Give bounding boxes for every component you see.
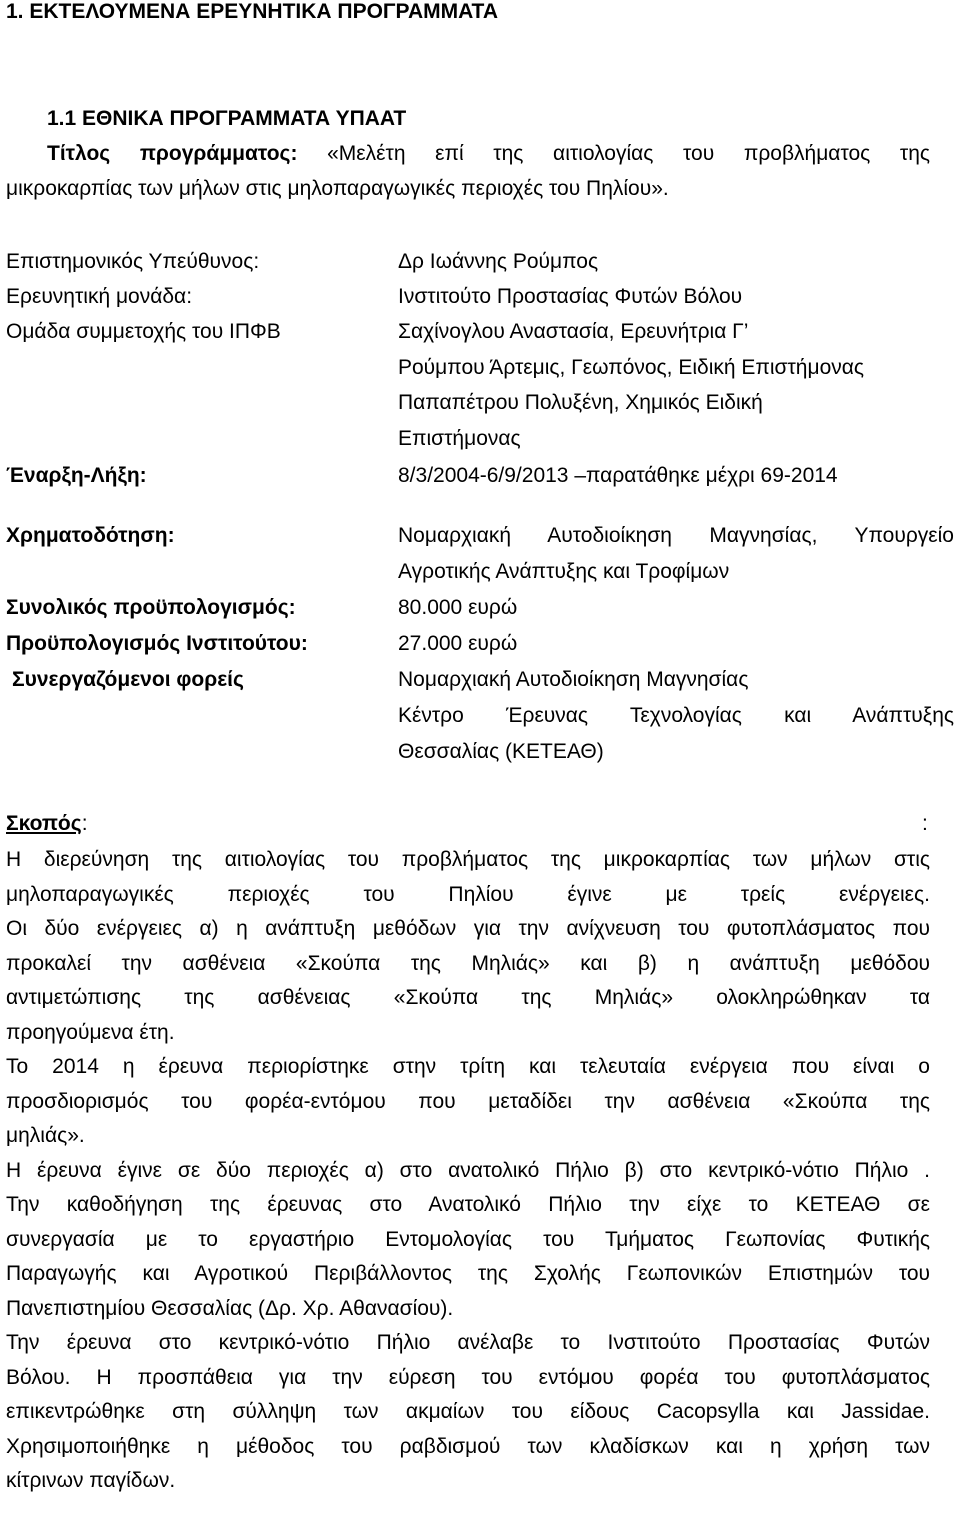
research-unit-value: Ινστιτούτο Προστασίας Φυτών Βόλου — [398, 285, 743, 308]
team-member: Παπαπέτρου Πολυξένη, Χημικός Ειδική — [398, 391, 763, 414]
purpose-line: κίτρινων παγίδων. — [6, 1469, 176, 1492]
purpose-line: Το 2014 η έρευνα περιορίστηκε στην τρίτη και τελευταία ενέργεια που είναι ο — [6, 1055, 930, 1078]
scientific-lead-value: Δρ Ιωάννης Ρούμπος — [398, 250, 599, 273]
purpose-line: Την καθοδήγηση της έρευνας στο Ανατολικό Πήλιο την είχε το ΚΕΤΕΑΘ σε — [6, 1193, 930, 1216]
purpose-line: Χρησιμοποιήθηκε η μέθοδος του ραβδισμού των κλαδίσκων και η χρήση των — [6, 1434, 930, 1458]
purpose-label: Σκοπός — [6, 812, 82, 835]
purpose-line: Παραγωγής και Αγροτικού Περιβάλλοντος της Σχολής Γεωπονικών Επιστημών του — [6, 1262, 930, 1285]
purpose-line: μηλοπαραγωγικές περιοχές του Πηλίου έγινε με τρείς ενέργειες. — [6, 882, 930, 906]
purpose-line: επικεντρώθηκε στη σύλληψη των ακμαίων του είδους Cacopsylla και Jassidae. — [6, 1400, 930, 1423]
period-label: Έναρξη-Λήξη: — [6, 464, 147, 487]
purpose-colon: : — [81, 812, 88, 835]
purpose-right-colon: : — [922, 812, 928, 835]
scientific-lead-label: Επιστημονικός Υπεύθυνος: — [6, 250, 260, 273]
purpose-line: μηλιάς». — [6, 1124, 85, 1147]
funding-value-line1: Νομαρχιακή Αυτοδιοίκηση Μαγνησίας, Υπουργείο — [398, 524, 954, 547]
purpose-line: αντιμετώπισης της ασθένειας «Σκούπα της Μηλιάς» ολοκληρώθηκαν τα — [6, 986, 930, 1009]
partner-item: Νομαρχιακή Αυτοδιοίκηση Μαγνησίας — [398, 668, 749, 691]
funding-label: Χρηματοδότηση: — [6, 524, 175, 547]
purpose-line: Οι δύο ενέργειες α) η ανάπτυξη μεθόδων για την ανίχνευση του φυτοπλάσματος που — [6, 917, 930, 940]
heading-1: 1. ΕΚΤΕΛΟΥΜΕΝΑ ΕΡΕΥΝΗΤΙΚΑ ΠΡΟΓΡΑΜΜΑΤΑ — [6, 0, 498, 23]
institute-budget-label: Προϋπολογισμός Ινστιτούτου: — [6, 632, 308, 655]
purpose-heading — [6, 812, 88, 836]
program-title-line2: μικροκαρπίας των μήλων στις μηλοπαραγωγικές περιοχές του Πηλίου». — [6, 177, 669, 200]
purpose-line: Η έρευνα έγινε σε δύο περιοχές α) στο ανατολικό Πήλιο β) στο κεντρικό-νότιο Πήλιο . — [6, 1158, 930, 1182]
research-unit-label: Ερευνητική μονάδα: — [6, 285, 193, 308]
team-member: Ρούμπου Άρτεμις, Γεωπόνος, Ειδική Επιστήμονας — [398, 356, 865, 379]
institute-budget-value: 27.000 ευρώ — [398, 632, 518, 655]
purpose-line: Πανεπιστημίου Θεσσαλίας (Δρ. Χρ. Αθανασίου). — [6, 1296, 454, 1320]
purpose-line: προκαλεί την ασθένεια «Σκούπα της Μηλιάς» και β) η ανάπτυξη μεθόδου — [6, 951, 930, 975]
team-member: Επιστήμονας — [398, 427, 521, 450]
partner-item: Θεσσαλίας (ΚΕΤΕΑΘ) — [398, 740, 604, 763]
purpose-line: προσδιορισμός του φορέα-εντόμου που μεταδίδει την ασθένεια «Σκούπα της — [6, 1089, 930, 1113]
purpose-line: Την έρευνα στο κεντρικό-νότιο Πήλιο ανέλαβε το Ινστιτούτο Προστασίας Φυτών — [6, 1331, 930, 1354]
period-value: 8/3/2004-6/9/2013 –παρατάθηκε μέχρι 69-2014 — [398, 464, 838, 487]
program-title-text1: «Μελέτη επί της αιτιολογίας του προβλήματος της — [327, 142, 930, 165]
total-budget-label: Συνολικός προϋπολογισμός: — [6, 596, 296, 619]
purpose-line: προηγούμενα έτη. — [6, 1020, 175, 1044]
funding-value-line2: Αγροτικής Ανάπτυξης και Τροφίμων — [398, 560, 730, 583]
purpose-line: Η διερεύνηση της αιτιολογίας του προβλήματος της μικροκαρπίας των μήλων στις — [6, 848, 930, 871]
purpose-line: συνεργασία με το εργαστήριο Εντομολογίας του Τμήματος Γεωπονίας Φυτικής — [6, 1227, 930, 1251]
program-title-line1 — [47, 142, 930, 166]
program-title-label: Τίτλος προγράμματος: — [47, 142, 298, 165]
partners-label: Συνεργαζόμενοι φορείς — [12, 668, 244, 691]
heading-2: 1.1 ΕΘΝΙΚΑ ΠΡΟΓΡΑΜΜΑΤΑ ΥΠΑΑΤ — [47, 107, 407, 130]
purpose-paragraphs — [6, 843, 930, 1499]
total-budget-value: 80.000 ευρώ — [398, 596, 518, 619]
partner-item: Κέντρο Έρευνας Τεχνολογίας και Ανάπτυξης — [398, 704, 954, 727]
team-member: Σαχίνογλου Αναστασία, Ερευνήτρια Γ’ — [398, 320, 749, 343]
purpose-line: Βόλου. Η προσπάθεια για την εύρεση του εντόμου φορέα του φυτοπλάσματος — [6, 1365, 930, 1389]
team-label: Ομάδα συμμετοχής του ΙΠΦΒ — [6, 320, 281, 343]
